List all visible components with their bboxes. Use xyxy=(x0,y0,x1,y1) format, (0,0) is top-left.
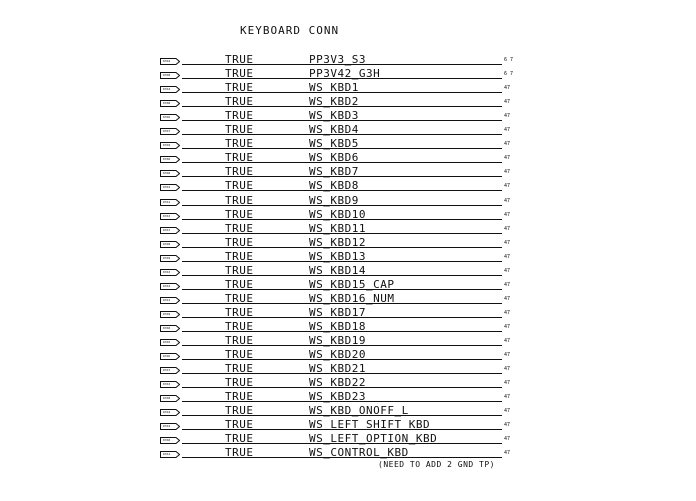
property-value: TRUE xyxy=(225,165,254,179)
connector-label: D3S9 xyxy=(163,143,171,148)
property-value: TRUE xyxy=(225,319,254,333)
offpage-connector-icon xyxy=(160,437,180,444)
property-value: TRUE xyxy=(225,334,254,347)
property-value: TRUE xyxy=(225,67,254,81)
property-value: TRUE xyxy=(225,277,254,291)
net-row xyxy=(160,293,520,307)
connector-label: D3S7 xyxy=(163,129,171,134)
offpage-connector-icon xyxy=(160,297,180,304)
page-reference: 47 xyxy=(504,155,511,162)
property-value: TRUE xyxy=(225,81,254,95)
net-name: WS_KBD20 xyxy=(309,348,366,362)
connector-label: D3S5 xyxy=(163,340,171,344)
page-reference: 47 xyxy=(504,197,511,204)
page-reference: 47 xyxy=(504,225,511,232)
net-row xyxy=(160,363,520,377)
property-value: TRUE xyxy=(225,404,254,418)
net-name: WS_KBD9 xyxy=(309,193,359,207)
page-reference: 47 xyxy=(504,309,511,316)
net-row xyxy=(160,124,520,138)
net-name: PP3V3_S3 xyxy=(309,53,366,66)
property-value: TRUE xyxy=(225,235,254,249)
page-reference: 47 xyxy=(504,113,511,120)
offpage-connector-icon xyxy=(160,283,180,290)
connector-label: D3S8 xyxy=(163,396,171,401)
property-value: TRUE xyxy=(225,109,254,123)
net-row xyxy=(160,419,520,433)
offpage-connector-icon xyxy=(160,423,180,430)
net-name: WS_KBD23 xyxy=(309,390,366,404)
connector-label: D3S8 xyxy=(163,241,171,246)
page-reference: 47 xyxy=(504,99,511,106)
page-reference: 47 xyxy=(504,239,511,246)
net-row xyxy=(160,251,520,265)
property-value: TRUE xyxy=(225,362,254,376)
net-row xyxy=(160,265,520,279)
property-value: TRUE xyxy=(225,221,254,235)
net-name: WS LEFT SHIFT KBD xyxy=(309,418,431,432)
page-reference: 47 xyxy=(504,127,511,134)
connector-label: D3S9 xyxy=(163,255,171,260)
connector-label: D3S2 xyxy=(163,283,171,288)
page-reference: 47 xyxy=(504,267,511,274)
net-name: WS KBD17 xyxy=(309,305,366,319)
net-row xyxy=(160,209,520,223)
offpage-connector-icon xyxy=(160,100,180,107)
net-row xyxy=(160,223,520,237)
connector-label: D3S4 xyxy=(163,59,171,63)
connector-label: D3S3 xyxy=(163,213,171,218)
net-name: WS KBD1 xyxy=(309,81,359,95)
net-row xyxy=(160,138,520,152)
offpage-connector-icon xyxy=(160,58,180,65)
property-value: TRUE xyxy=(225,432,254,446)
offpage-connector-icon xyxy=(160,86,180,93)
offpage-connector-icon xyxy=(160,170,180,177)
connector-label: D3S3 xyxy=(163,269,171,274)
connector-label: D3S2 xyxy=(163,424,171,429)
offpage-connector-icon xyxy=(160,128,180,135)
connector-label: D3S1 xyxy=(163,452,171,457)
net-name: WS KBD14 xyxy=(309,263,366,277)
connector-label: D3S8 xyxy=(163,101,171,106)
net-row xyxy=(160,180,520,194)
net-name: WS_LEFT_OPTION_KBD xyxy=(309,432,438,446)
connector-label: D3S9 xyxy=(163,311,171,316)
property-value: TRUE xyxy=(225,249,254,263)
offpage-connector-icon xyxy=(160,311,180,318)
offpage-connector-icon xyxy=(160,184,180,191)
net-row xyxy=(160,335,520,349)
page-reference: 47 xyxy=(504,323,511,330)
page-reference: 47 xyxy=(504,295,511,302)
offpage-connector-icon xyxy=(160,199,180,206)
connector-label: D3S0 xyxy=(163,438,171,443)
property-value: TRUE xyxy=(225,291,254,305)
page-reference: 47 xyxy=(504,141,511,148)
property-value: TRUE xyxy=(225,137,254,151)
page-reference: 47 xyxy=(504,85,511,92)
offpage-connector-icon xyxy=(160,142,180,149)
property-value: TRUE xyxy=(225,305,254,319)
connector-label: D3S0 xyxy=(163,325,171,330)
offpage-connector-icon xyxy=(160,381,180,388)
page-reference: 47 xyxy=(504,394,511,401)
offpage-connector-icon xyxy=(160,339,180,346)
connector-label: D3S1 xyxy=(163,199,171,204)
page-reference: 6 7 xyxy=(504,71,514,78)
footnote: (NEED TO ADD 2 GND TP) xyxy=(378,460,495,469)
connector-label: D3S7 xyxy=(163,368,171,373)
net-name: WS_KBD19 xyxy=(309,334,366,347)
net-name: PP3V42_G3H xyxy=(309,67,381,81)
net-row xyxy=(160,96,520,110)
property-value: TRUE xyxy=(225,193,254,207)
property-value: TRUE xyxy=(225,151,254,165)
net-row xyxy=(160,54,520,68)
property-value: TRUE xyxy=(225,53,254,66)
offpage-connector-icon xyxy=(160,241,180,248)
net-row xyxy=(160,152,520,166)
net-name: WS_KBD10 xyxy=(309,207,366,221)
page-reference: 47 xyxy=(504,380,511,387)
net-row xyxy=(160,82,520,96)
net-row xyxy=(160,237,520,251)
property-value: TRUE xyxy=(225,446,254,460)
offpage-connector-icon xyxy=(160,72,180,79)
net-row xyxy=(160,307,520,321)
net-row xyxy=(160,68,520,82)
connector-label: D3S7 xyxy=(163,227,171,232)
offpage-connector-icon xyxy=(160,353,180,360)
net-name: WS_KBD18 xyxy=(309,319,366,333)
net-row xyxy=(160,433,520,447)
connector-label: D3S2 xyxy=(163,185,171,190)
net-row xyxy=(160,195,520,209)
net-name: WS_KBD16_NUM xyxy=(309,291,395,305)
net-name: WS_KBD8 xyxy=(309,179,359,193)
property-value: TRUE xyxy=(225,95,254,109)
net-row xyxy=(160,110,520,124)
sheet-title: KEYBOARD CONN xyxy=(240,24,340,37)
net-name: WS KBD21 xyxy=(309,362,366,376)
net-row xyxy=(160,166,520,180)
offpage-connector-icon xyxy=(160,213,180,220)
offpage-connector-icon xyxy=(160,255,180,262)
connector-label: D3S3 xyxy=(163,382,171,387)
offpage-connector-icon xyxy=(160,367,180,374)
page-reference: 47 xyxy=(504,366,511,373)
page-reference: 6 7 xyxy=(504,57,514,63)
page-reference: 47 xyxy=(504,408,511,415)
connector-label: D3S0 xyxy=(163,171,171,176)
offpage-connector-icon xyxy=(160,156,180,163)
offpage-connector-icon xyxy=(160,114,180,121)
net-row xyxy=(160,391,520,405)
page-reference: 47 xyxy=(504,338,511,344)
net-name: WS KBD6 xyxy=(309,151,359,165)
connector-label: D3S4 xyxy=(163,410,171,415)
property-value: TRUE xyxy=(225,207,254,221)
property-value: TRUE xyxy=(225,348,254,362)
net-name: WS_KBD5 xyxy=(309,137,359,151)
connector-label: D3S4 xyxy=(163,87,171,92)
offpage-connector-icon xyxy=(160,409,180,416)
net-row xyxy=(160,377,520,391)
net-name: WS_CONTROL_KBD xyxy=(309,446,409,460)
offpage-connector-icon xyxy=(160,227,180,234)
connector-label: D3S6 xyxy=(163,354,171,359)
page-reference: 47 xyxy=(504,169,511,176)
offpage-connector-icon xyxy=(160,325,180,332)
net-name: WS_KBD3 xyxy=(309,109,359,123)
connector-label: D3S8 xyxy=(163,73,171,78)
net-row xyxy=(160,321,520,335)
net-name: WS KBD22 xyxy=(309,376,366,390)
net-row xyxy=(160,405,520,419)
property-value: TRUE xyxy=(225,376,254,390)
page-reference: 47 xyxy=(504,211,511,218)
net-name: WS_KBD12 xyxy=(309,235,366,249)
connector-label: D3S0 xyxy=(163,157,171,162)
net-name: WS_KBD7 xyxy=(309,165,359,179)
property-value: TRUE xyxy=(225,123,254,137)
property-value: TRUE xyxy=(225,418,254,432)
net-row xyxy=(160,279,520,293)
property-value: TRUE xyxy=(225,179,254,193)
net-name: WS_KBD_ONOFF_L xyxy=(309,404,409,418)
connector-label: D3S1 xyxy=(163,297,171,302)
net-name: WS_KBD11 xyxy=(309,221,366,235)
connector-label: D3S6 xyxy=(163,115,171,120)
page-reference: 47 xyxy=(504,422,511,429)
net-name: WS_KBD2 xyxy=(309,95,359,109)
page-reference: 47 xyxy=(504,281,511,288)
offpage-connector-icon xyxy=(160,395,180,402)
property-value: TRUE xyxy=(225,390,254,404)
page-reference: 47 xyxy=(504,450,511,457)
page-reference: 47 xyxy=(504,352,511,359)
page-reference: 47 xyxy=(504,436,511,443)
page-reference: 47 xyxy=(504,183,511,190)
offpage-connector-icon xyxy=(160,269,180,276)
net-name: WS_KBD13 xyxy=(309,249,366,263)
net-row xyxy=(160,349,520,363)
property-value: TRUE xyxy=(225,263,254,277)
offpage-connector-icon xyxy=(160,451,180,458)
net-name: WS_KBD15_CAP xyxy=(309,277,395,291)
page-reference: 47 xyxy=(504,253,511,260)
net-name: WS_KBD4 xyxy=(309,123,359,137)
